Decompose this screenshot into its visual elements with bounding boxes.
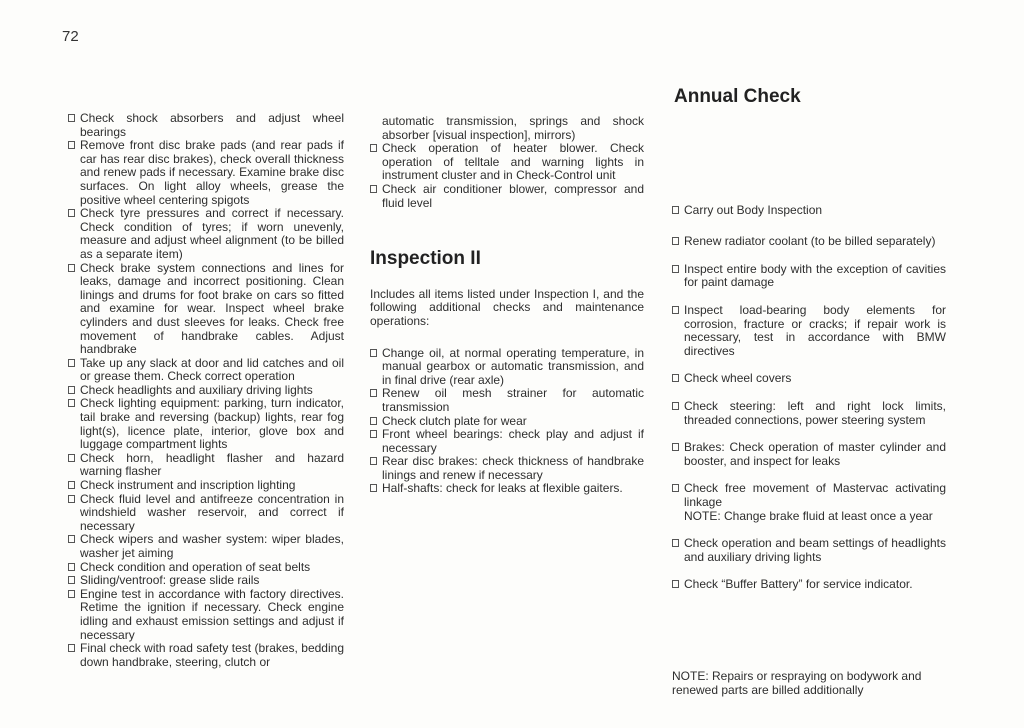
checklist-item: Change oil, at normal operating temperature, in manual gearbox or automatic transmission, and in final drive (rear axle)	[370, 347, 644, 388]
checkbox-icon	[68, 264, 75, 272]
checklist-item: Check operation of heater blower. Check operation of telltale and warning lights in instrument cluster and in Check-Control unit	[370, 142, 644, 183]
checklist-item: Engine test in accordance with factory directives. Retime the ignition if necessary. Check engine idling and exhaust emission settings and adjust if necessary	[68, 588, 344, 642]
checklist-item: Inspect entire body with the exception of cavities for paint damage	[672, 263, 946, 290]
checkbox-icon	[672, 484, 679, 492]
checklist-item: Remove front disc brake pads (and rear pads if car has rear disc brakes), check overall thickness and renew pads if necessary. Examine brake disc surfaces. On light alloy wheels, grease the positive wheel centering spigots	[68, 139, 344, 207]
checkbox-icon	[370, 430, 377, 438]
checklist-item: Check horn, headlight flasher and hazard warning flasher	[68, 452, 344, 479]
checkbox-icon	[68, 359, 75, 367]
checklist-item: Carry out Body Inspection	[672, 204, 946, 218]
checklist-item: Check condition and operation of seat belts	[68, 561, 344, 575]
checkbox-icon	[68, 644, 75, 652]
section-heading-inspection-2: Inspection II	[370, 248, 481, 270]
middle-column	[370, 115, 644, 496]
checklist-item: Check wheel covers	[672, 372, 946, 386]
checkbox-icon	[672, 443, 679, 451]
checkbox-icon	[68, 399, 75, 407]
checklist-item: Check wipers and washer system: wiper blades, washer jet aiming	[68, 533, 344, 560]
checkbox-icon	[672, 580, 679, 588]
checklist-item: Rear disc brakes: check thickness of handbrake linings and renew if necessary	[370, 455, 644, 482]
checkbox-icon	[68, 481, 75, 489]
page-number: 72	[62, 28, 79, 45]
checklist-item: Check clutch plate for wear	[370, 415, 644, 429]
checklist-item: Check fluid level and antifreeze concentration in windshield washer reservoir, and correct if necessary	[68, 493, 344, 534]
checklist-item: Renew oil mesh strainer for automatic transmission	[370, 387, 644, 414]
checkbox-icon	[672, 206, 679, 214]
checkbox-icon	[370, 349, 377, 357]
checklist-item: Inspect load-bearing body elements for corrosion, fracture or cracks; if repair work is necessary, test in accordance with BMW directives	[672, 304, 946, 358]
checkbox-icon	[68, 563, 75, 571]
left-column	[68, 112, 344, 669]
checkbox-icon	[672, 374, 679, 382]
checkbox-icon	[68, 590, 75, 598]
checklist-item: Check steering: left and right lock limits, threaded connections, power steering system	[672, 400, 946, 427]
checklist-item: Check tyre pressures and correct if necessary. Check condition of tyres; if worn unevenly, measure and adjust wheel alignment (to be billed as a separate item)	[68, 207, 344, 261]
checkbox-icon	[370, 389, 377, 397]
checkbox-icon	[68, 209, 75, 217]
checklist-item: Check headlights and auxiliary driving lights	[68, 384, 344, 398]
checkbox-icon	[370, 144, 377, 152]
checklist-item: Check instrument and inscription lighting	[68, 479, 344, 493]
checkbox-icon	[68, 114, 75, 122]
checkbox-icon	[672, 306, 679, 314]
checkbox-icon	[370, 417, 377, 425]
checklist-item: Sliding/ventroof: grease slide rails	[68, 574, 344, 588]
checkbox-icon	[68, 576, 75, 584]
checkbox-icon	[68, 386, 75, 394]
checkbox-icon	[370, 484, 377, 492]
checklist-item: Check operation and beam settings of headlights and auxiliary driving lights	[672, 537, 946, 564]
right-column	[672, 86, 946, 606]
brake-fluid-note: NOTE: Change brake fluid at least once a year	[684, 508, 933, 523]
checkbox-icon	[68, 495, 75, 503]
checkbox-icon	[68, 454, 75, 462]
checklist-item: Renew radiator coolant (to be billed separately)	[672, 235, 946, 249]
checklist-item: Check lighting equipment: parking, turn indicator, tail brake and reversing (backup) lights, rear fog light(s), licence plate, interior, glove box and luggage compartment lights	[68, 397, 344, 451]
checkbox-icon	[672, 265, 679, 273]
section-intro: Includes all items listed under Inspection I, and the following additional checks and maintenance operations:	[370, 286, 644, 328]
checkbox-icon	[672, 402, 679, 410]
checklist-item: Check free movement of Mastervac activating linkage NOTE: Change brake fluid at least once a year	[672, 482, 946, 523]
checklist-item: Check brake system connections and lines for leaks, damage and incorrect positioning. Clean linings and drums for foot brake on cars so fitted and examine for wear. Inspect wheel brake cylinders and dust sleeves for leaks. Check free movement of handbrake cables. Adjust handbrake	[68, 262, 344, 357]
checkbox-icon	[68, 141, 75, 149]
checklist-item: Check “Buffer Battery” for service indicator.	[672, 578, 946, 592]
checklist-item: Take up any slack at door and lid catches and oil or grease them. Check correct operation	[68, 357, 344, 384]
checkbox-icon	[370, 457, 377, 465]
checkbox-icon	[370, 185, 377, 193]
checklist-item: Front wheel bearings: check play and adjust if necessary	[370, 428, 644, 455]
checkbox-icon	[68, 535, 75, 543]
checklist-item: Half-shafts: check for leaks at flexible gaiters.	[370, 482, 644, 496]
checklist-item: Brakes: Check operation of master cylinder and booster, and inspect for leaks	[672, 441, 946, 468]
checklist-item: Check shock absorbers and adjust wheel bearings	[68, 112, 344, 139]
checkbox-icon	[672, 539, 679, 547]
checklist-item: Check air conditioner blower, compressor and fluid level	[370, 183, 644, 210]
checkbox-icon	[672, 237, 679, 245]
section-heading-annual-check: Annual Check	[674, 86, 801, 107]
checklist-item: Final check with road safety test (brakes, bedding down handbrake, steering, clutch or	[68, 642, 344, 669]
footer-note: NOTE: Repairs or respraying on bodywork and renewed parts are billed additionally	[672, 669, 922, 697]
continued-text: automatic transmission, springs and shock absorber [visual inspection], mirrors)	[382, 114, 644, 142]
